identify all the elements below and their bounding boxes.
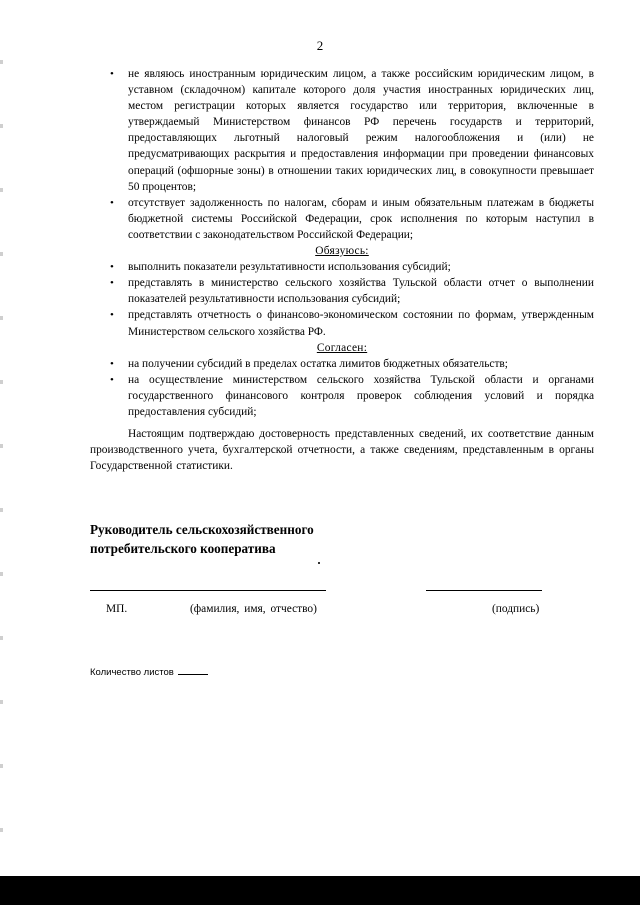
bullet-icon: •: [110, 261, 114, 274]
bullet-icon: •: [110, 309, 114, 322]
obligations-list: [90, 259, 594, 339]
stamp-label: МП.: [106, 603, 128, 615]
signature-label: (подпись): [492, 603, 540, 615]
list-item: [90, 275, 594, 307]
name-signature-line: [90, 590, 326, 591]
list-item-text: представлять отчетность о финансово-экономическом состоянии по формам, утвержденным Министерством сельского хозяйства РФ.: [128, 309, 594, 338]
list-item: [90, 195, 594, 243]
heading-agree: Согласен:: [316, 341, 368, 354]
name-label: (фамилия, имя, отчество): [190, 603, 317, 615]
signature-line: [426, 590, 542, 591]
sheets-label: Количество листов: [90, 667, 174, 678]
bullet-icon: •: [110, 196, 114, 209]
sheets-count: [90, 667, 208, 678]
list-item: [90, 259, 594, 275]
heading-obligate: Обязуюсь:: [315, 245, 369, 258]
bullet-icon: •: [110, 277, 114, 290]
list-item-text: не являюсь иностранным юридическим лицом, а также российским юридическим лицом, в уставном (складочном) капитале которого доля участия иностранных юридических лиц, местом регистрации которых является государство или территория, включенные в утверждаемый Министерством финансов РФ перечень государств и территорий, предоставляющих льготный налоговый режим налогообложения и (или) не предусматривающих раскрытия и предоставления информации при проведении финансовых операций (офшорные зоны) в отношении таких юридических лиц, в совокупности превышает 50 процентов;: [128, 68, 594, 193]
signer-title: [90, 520, 314, 558]
list-item-text: представлять в министерство сельского хозяйства Тульской области отчет о выполнении показателей результативности использования субсидий;: [128, 277, 594, 306]
list-item-text: выполнить показатели результативности использования субсидий;: [128, 261, 451, 274]
consent-list: [90, 356, 594, 420]
sheets-blank: [178, 674, 208, 675]
list-item: [90, 66, 594, 195]
signer-title-line-2: потребительского кооператива: [90, 541, 276, 556]
bullet-icon: •: [110, 68, 114, 80]
list-item: [90, 307, 594, 339]
scan-edge: [0, 0, 3, 876]
list-item-text: на осуществление министерством сельского хозяйства Тульской области и органами государственного финансового контроля проверок соблюдения условий и порядка предоставления субсидий;: [128, 373, 594, 418]
bullet-icon: •: [110, 373, 114, 386]
signer-title-line-1: Руководитель сельскохозяйственного: [90, 522, 314, 537]
confirmation-paragraph: Настоящим подтверждаю достоверность представленных сведений, их соответствие данным производственного учета, бухгалтерской отчетности, а также сведениям, представленным в органы Государственной статистики.: [90, 428, 594, 473]
scan-bottom-band: [0, 876, 640, 905]
list-item: [90, 372, 594, 420]
declaration-list: [90, 66, 594, 243]
list-item: [90, 356, 594, 372]
bullet-icon: •: [110, 357, 114, 370]
list-item-text: на получении субсидий в пределах остатка лимитов бюджетных обязательств;: [128, 357, 508, 370]
page-number: 2: [316, 38, 324, 53]
list-item-text: отсутствует задолженность по налогам, сборам и иным обязательным платежам в бюджеты бюджетной системы Российской Федерации, срок исполнения по которым наступил в соответствии с законодательством Российской Федерации;: [128, 196, 594, 241]
document-body: [90, 66, 594, 474]
scan-speck: [318, 562, 320, 564]
